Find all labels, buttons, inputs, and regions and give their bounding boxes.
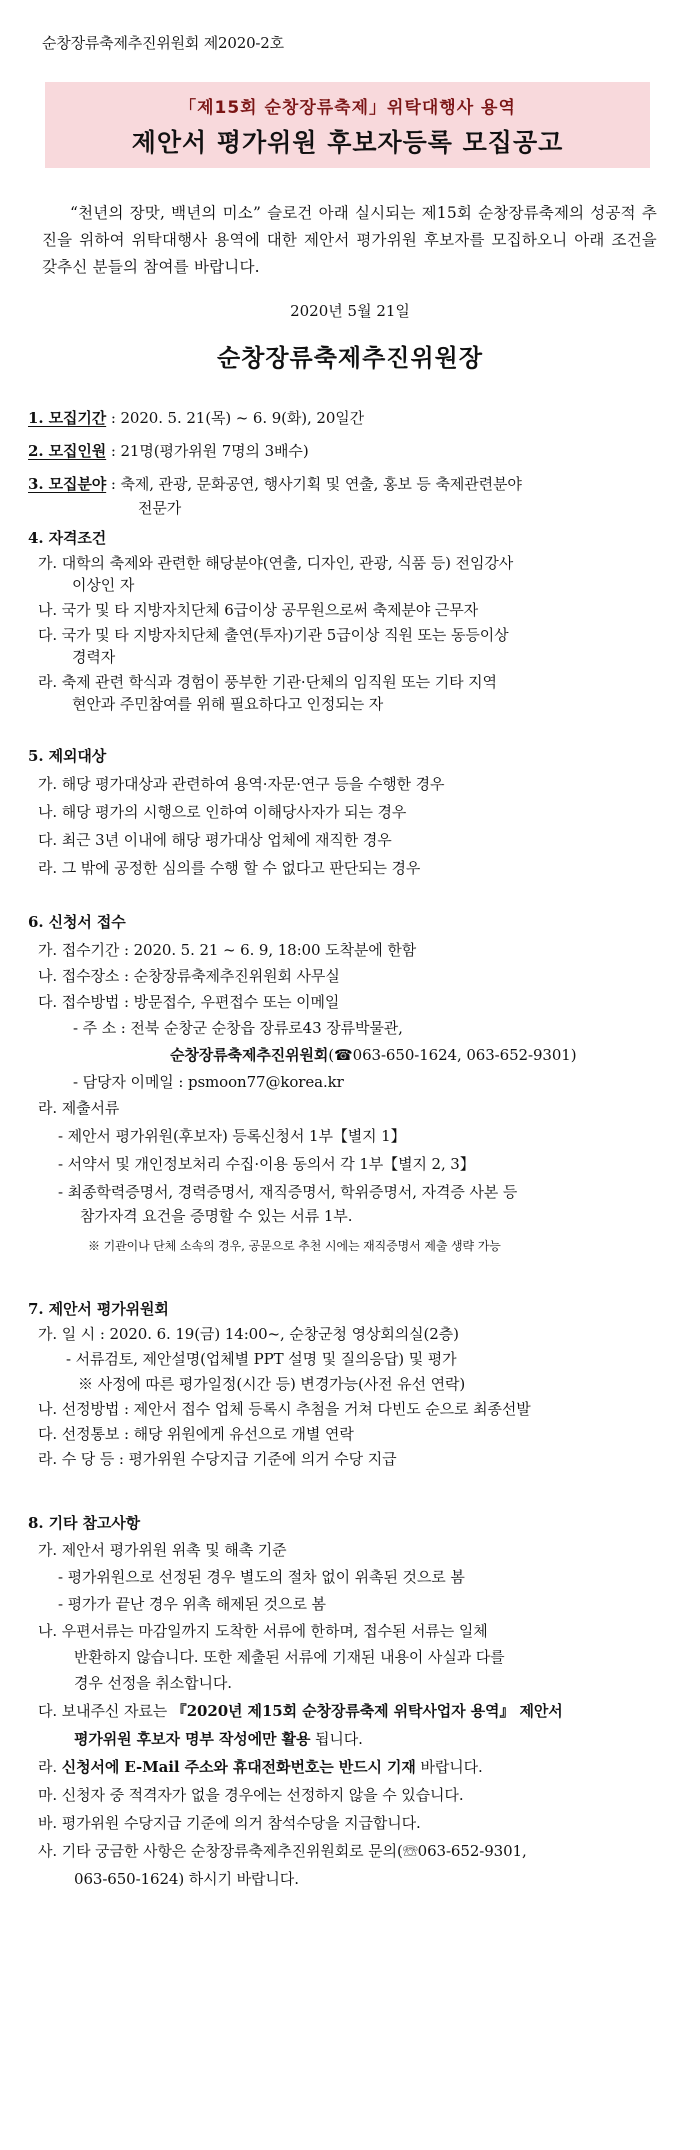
section-3-value: : 축제, 관광, 문화공연, 행사기획 및 연출, 홍보 등 축제관련분야 [106, 475, 522, 493]
section-2-label: 2. 모집인원 [28, 442, 107, 460]
section-8-c-project: 『2020년 제15회 순창장류축제 위탁사업자 용역』 [171, 1702, 515, 1720]
section-8-d-pre: 라. [38, 1758, 62, 1776]
section-8-g: 사. 기타 궁금한 사항은 순창장류축제추진위원회로 문의(☏063-652-9301, [38, 1842, 527, 1860]
section-6-org [28, 1045, 668, 1065]
section-1 [28, 408, 668, 428]
section-5-title: 5. 제외대상 [28, 747, 107, 765]
section-8-d [28, 1757, 668, 1777]
section-6-title: 6. 신청서 접수 [28, 913, 126, 931]
section-8-title: 8. 기타 참고사항 [28, 1514, 141, 1532]
section-7-a2: ※ 사정에 따른 평가일정(시간 등) 변경가능(사전 유선 연락) [78, 1375, 466, 1393]
section-5-d: 라. 그 밖에 공정한 심의를 수행 할 수 없다고 판단되는 경우 [38, 859, 421, 877]
section-6-org-name: 순창장류축제추진위원회 [170, 1046, 329, 1064]
section-6-address: - 주 소 : 전북 순창군 순창읍 장류로43 장류박물관, [73, 1019, 403, 1037]
section-4-title: 4. 자격조건 [28, 529, 107, 547]
notice-body [28, 408, 668, 1888]
section-8-c-pre: 다. 보내주신 자료는 [38, 1702, 172, 1720]
section-7-title: 7. 제안서 평가위원회 [28, 1300, 169, 1318]
section-6-d3: - 최종학력증명서, 경력증명서, 재직증명서, 학위증명서, 자격증 사본 등 [58, 1183, 518, 1201]
section-4-b: 나. 국가 및 타 지방자치단체 6급이상 공무원으로써 축제분야 근무자 [38, 601, 478, 619]
section-8-b-cont2: 경우 선정을 취소합니다. [74, 1674, 232, 1692]
title-heading: 제안서 평가위원 후보자등록 모집공고 [131, 128, 564, 157]
notice-date: 2020년 5월 21일 [290, 302, 410, 320]
section-8-a: 가. 제안서 평가위원 위촉 및 해촉 기준 [38, 1541, 287, 1559]
section-6-email-label: - 담당자 이메일 : [73, 1073, 188, 1091]
section-6-d2: - 서약서 및 개인정보처리 수집·이용 동의서 각 1부【별지 2, 3】 [58, 1155, 475, 1173]
section-3 [28, 474, 668, 494]
contact-email: psmoon77@korea.kr [187, 1073, 344, 1091]
section-8-g-cont: 063-650-1624) 하시기 바랍니다. [74, 1870, 299, 1888]
document-number: 순창장류축제추진위원회 제2020-2호 [42, 34, 284, 52]
section-3-cont: 전문가 [138, 499, 182, 517]
section-7-b: 나. 선정방법 : 제안서 접수 업체 등록시 추첨을 거쳐 다빈도 순으로 최종선발 [38, 1400, 531, 1418]
section-4-d-cont: 현안과 주민참여를 위해 필요하다고 인정되는 자 [72, 695, 384, 713]
section-6-note: ※ 기관이나 단체 소속의 경우, 공문으로 추천 시에는 재직증명서 제출 생략 가능 [88, 1239, 501, 1253]
section-4-d: 라. 축제 관련 학식과 경험이 풍부한 기관·단체의 임직원 또는 기타 지역 [38, 673, 497, 691]
section-3-label: 3. 모집분야 [28, 475, 107, 493]
section-4-a-cont: 이상인 자 [72, 576, 135, 594]
section-6-d1: - 제안서 평가위원(후보자) 등록신청서 1부【별지 1】 [58, 1127, 406, 1145]
section-6-b: 나. 접수장소 : 순창장류축제추진위원회 사무실 [38, 967, 340, 985]
section-2-value: : 21명(평가위원 7명의 3배수) [106, 442, 309, 460]
intro-paragraph: “천년의 장맛, 백년의 미소” 슬로건 아래 실시되는 제15회 순창장류축제의 성공적 추진을 위하여 위탁대행사 용역에 대한 제안서 평가위원 후보자를 모집하오니 아래 조건을 갖추신 분들의 참여를 바랍니다. [42, 204, 657, 276]
section-6-phone: (☎063-650-1624, 063-652-9301) [328, 1046, 577, 1064]
section-6-a: 가. 접수기간 : 2020. 5. 21 ~ 6. 9, 18:00 도착분에 한함 [38, 941, 417, 959]
section-2 [28, 441, 668, 461]
section-5-c: 다. 최근 3년 이내에 해당 평가대상 업체에 재직한 경우 [38, 831, 392, 849]
section-7-c: 다. 선정통보 : 해당 위원에게 유선으로 개별 연락 [38, 1425, 354, 1443]
section-6-email [28, 1072, 668, 1092]
section-7-d: 라. 수 당 등 : 평가위원 수당지급 기준에 의거 수당 지급 [38, 1450, 397, 1468]
section-6-d3-cont: 참가자격 요건을 증명할 수 있는 서류 1부. [80, 1207, 353, 1225]
section-8-c-usage: 평가위원 후보자 명부 작성에만 활용 [74, 1730, 311, 1748]
section-7-a1: - 서류검토, 제안설명(업체별 PPT 설명 및 질의응답) 및 평가 [66, 1350, 457, 1368]
section-8-a2: - 평가가 끝난 경우 위촉 해제된 것으로 봄 [58, 1595, 326, 1613]
title-banner [45, 82, 650, 168]
section-8-c [28, 1701, 668, 1721]
section-1-label: 1. 모집기간 [28, 409, 107, 427]
section-8-d-post: 바랍니다. [415, 1758, 483, 1776]
section-4-a: 가. 대학의 축제와 관련한 해당분야(연출, 디자인, 관광, 식품 등) 전임강사 [38, 554, 514, 572]
section-8-c-cont [28, 1729, 668, 1749]
section-5-a: 가. 해당 평가대상과 관련하여 용역·자문·연구 등을 수행한 경우 [38, 775, 445, 793]
title-subheading: 「제15회 순창장류축제」위탁대행사 용역 [179, 98, 516, 118]
section-1-value: : 2020. 5. 21(목) ~ 6. 9(화), 20일간 [106, 409, 365, 427]
section-7-a: 가. 일 시 : 2020. 6. 19(금) 14:00~, 순창군청 영상회의실(2층) [38, 1325, 459, 1343]
section-4-c: 다. 국가 및 타 지방자치단체 출연(투자)기관 5급이상 직원 또는 동등이상 [38, 626, 509, 644]
section-8-e: 마. 신청자 중 적격자가 없을 경우에는 선정하지 않을 수 있습니다. [38, 1786, 464, 1804]
section-8-b-cont1: 반환하지 않습니다. 또한 제출된 서류에 기재된 내용이 사실과 다를 [74, 1648, 505, 1666]
section-8-d-required: 신청서에 E-Mail 주소와 휴대전화번호는 반드시 기재 [61, 1758, 416, 1776]
section-8-c-post: 제안서 [514, 1702, 563, 1720]
section-8-c-usage-post: 됩니다. [310, 1730, 363, 1748]
section-8-b: 나. 우편서류는 마감일까지 도착한 서류에 한하며, 접수된 서류는 일체 [38, 1622, 488, 1640]
section-5-b: 나. 해당 평가의 시행으로 인하여 이해당사자가 되는 경우 [38, 803, 407, 821]
section-6-d: 라. 제출서류 [38, 1099, 120, 1117]
section-4-c-cont: 경력자 [72, 648, 116, 666]
issuer-title: 순창장류축제추진위원장 [216, 343, 484, 372]
section-8-a1: - 평가위원으로 선정된 경우 별도의 절차 없이 위촉된 것으로 봄 [58, 1568, 465, 1586]
section-8-f: 바. 평가위원 수당지급 기준에 의거 참석수당을 지급합니다. [38, 1814, 421, 1832]
section-6-c: 다. 접수방법 : 방문접수, 우편접수 또는 이메일 [38, 993, 340, 1011]
